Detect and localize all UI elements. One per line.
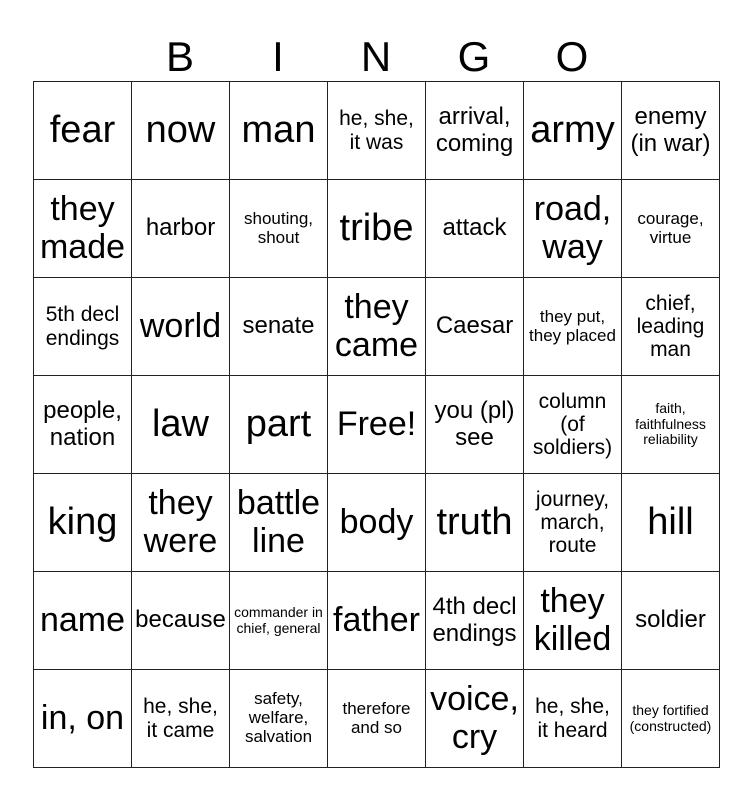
bingo-header [33, 32, 719, 82]
card-cell[interactable]: soldier [622, 572, 720, 670]
card-cell[interactable]: they were [132, 474, 230, 572]
card-cell[interactable]: Caesar [426, 278, 524, 376]
card-cell[interactable]: army [524, 82, 622, 180]
card-cell[interactable]: they put, they placed [524, 278, 622, 376]
card-row [34, 278, 720, 376]
card-cell[interactable]: man [230, 82, 328, 180]
header-letter-i: I [272, 33, 284, 80]
card-cell[interactable]: enemy (in war) [622, 82, 720, 180]
card-cell[interactable]: therefore and so [328, 670, 426, 768]
card-cell[interactable]: faith, faithfulness reliability [622, 376, 720, 474]
card-cell[interactable]: king [34, 474, 132, 572]
card-cell[interactable]: voice, cry [426, 670, 524, 768]
card-cell[interactable]: 4th decl endings [426, 572, 524, 670]
card-cell[interactable]: now [132, 82, 230, 180]
header-letter-g: G [457, 33, 491, 80]
card-cell[interactable]: people, nation [34, 376, 132, 474]
card-cell[interactable]: road, way [524, 180, 622, 278]
card-cell[interactable]: you (pl) see [426, 376, 524, 474]
card-cell[interactable]: law [132, 376, 230, 474]
card-row [34, 572, 720, 670]
card-cell[interactable]: harbor [132, 180, 230, 278]
card-cell[interactable]: he, she, it came [132, 670, 230, 768]
card-row [34, 474, 720, 572]
card-cell[interactable]: they killed [524, 572, 622, 670]
card-cell[interactable]: chief, leading man [622, 278, 720, 376]
card-cell[interactable]: hill [622, 474, 720, 572]
card-cell[interactable]: they came [328, 278, 426, 376]
card-cell[interactable]: commander in chief, general [230, 572, 328, 670]
header-letter-b: B [165, 33, 194, 80]
card-cell[interactable]: shouting, shout [230, 180, 328, 278]
card-row [34, 670, 720, 768]
card-cell[interactable]: name [34, 572, 132, 670]
free-space[interactable]: Free! [328, 376, 426, 474]
card-cell[interactable]: attack [426, 180, 524, 278]
card-cell[interactable]: he, she, it was [328, 82, 426, 180]
card-cell[interactable]: because [132, 572, 230, 670]
card-cell[interactable]: courage, virtue [622, 180, 720, 278]
card-row [34, 82, 720, 180]
card-cell[interactable]: truth [426, 474, 524, 572]
card-row [34, 376, 720, 474]
card-cell[interactable]: father [328, 572, 426, 670]
card-cell[interactable]: tribe [328, 180, 426, 278]
header-letter-o: O [555, 33, 589, 80]
header-letter-n: N [360, 33, 392, 80]
card-cell[interactable]: part [230, 376, 328, 474]
card-cell[interactable]: arrival, coming [426, 82, 524, 180]
card-cell[interactable]: battle line [230, 474, 328, 572]
card-cell[interactable]: journey, march, route [524, 474, 622, 572]
card-cell[interactable]: they fortified (constructed) [622, 670, 720, 768]
card-cell[interactable]: senate [230, 278, 328, 376]
card-cell[interactable]: 5th decl endings [34, 278, 132, 376]
card-cell[interactable]: world [132, 278, 230, 376]
card-cell[interactable]: safety, welfare, salvation [230, 670, 328, 768]
card-cell[interactable]: in, on [34, 670, 132, 768]
card-cell[interactable]: column (of soldiers) [524, 376, 622, 474]
bingo-card [33, 81, 720, 768]
card-cell[interactable]: they made [34, 180, 132, 278]
card-cell[interactable]: fear [34, 82, 132, 180]
card-cell[interactable]: body [328, 474, 426, 572]
card-row [34, 180, 720, 278]
card-cell[interactable]: he, she, it heard [524, 670, 622, 768]
